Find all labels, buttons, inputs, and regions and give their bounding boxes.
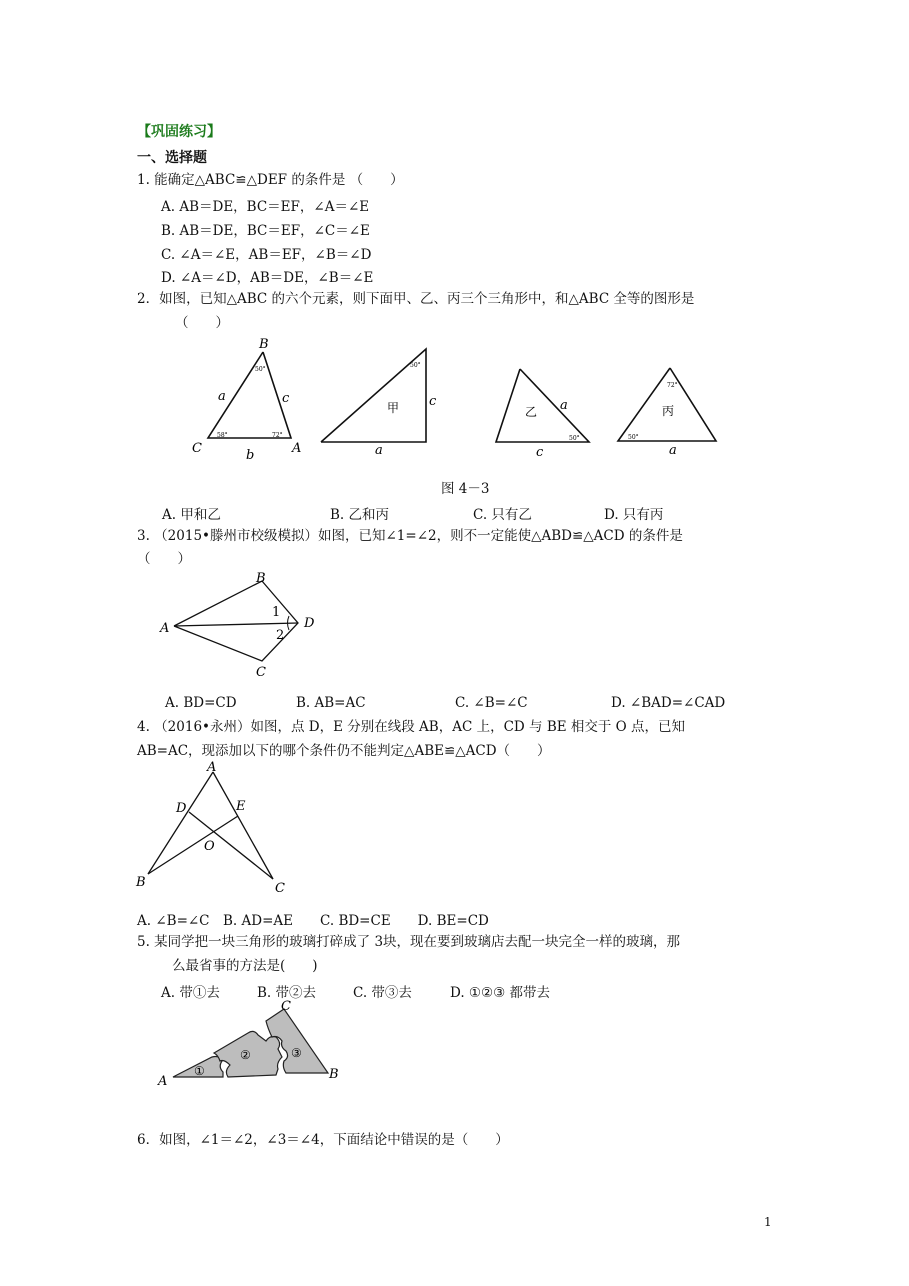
q3-option-b: B. AB=AC xyxy=(296,695,366,711)
q3-angle-2: 2 xyxy=(276,628,285,643)
piece-3-label: ③ xyxy=(291,1046,302,1060)
q4-label-b: B xyxy=(136,875,146,890)
q5-label-c: C xyxy=(281,999,291,1014)
yi-side-a: a xyxy=(560,398,568,413)
q1-option-c: C. ∠A＝∠E，AB＝EF，∠B＝∠D xyxy=(161,247,372,263)
triangle-abc xyxy=(192,337,301,463)
q2-option-d: D. 只有丙 xyxy=(604,507,664,523)
piece-2-label: ② xyxy=(240,1048,251,1062)
q1-stem: 1. 能确定△ABC≌△DEF 的条件是 （ ） xyxy=(137,172,404,188)
side-b: b xyxy=(246,448,255,463)
bing-name: 丙 xyxy=(662,404,675,418)
q2-stem: 2．如图，已知△ABC 的六个元素，则下面甲、乙、丙三个三角形中，和△ABC 全等的图形是 xyxy=(137,291,695,307)
q3-paren: （ ） xyxy=(137,551,191,567)
q5-option-d: D. ①②③ 都带去 xyxy=(450,985,551,1001)
yi-angle: 50° xyxy=(569,435,580,442)
label-c: C xyxy=(192,441,202,456)
side-a: a xyxy=(218,389,226,404)
angle-c: 58° xyxy=(217,432,228,439)
q5-label-b: B xyxy=(329,1067,339,1082)
part-title: 一、选择题 xyxy=(137,150,207,166)
jia-angle: 50° xyxy=(410,362,421,369)
q3-figure xyxy=(155,566,335,686)
q3-stem: 3. （2015•滕州市校级模拟）如图，已知∠1=∠2，则不一定能使△ABD≌△ACD 的条件是 xyxy=(137,528,683,544)
q3-label-b: B xyxy=(256,571,266,586)
q4-line2: AB=AC，现添加以下的哪个条件仍不能判定△ABE≌△ACD（ ） xyxy=(137,743,551,759)
q2-paren: （ ） xyxy=(175,315,229,331)
triangle-yi xyxy=(496,369,589,460)
q1-option-b: B. AB＝DE，BC＝EF，∠C＝∠E xyxy=(161,223,370,239)
q4-label-e: E xyxy=(236,799,246,814)
q4-label-o: O xyxy=(204,839,215,854)
q6-stem: 6．如图，∠1＝∠2，∠3＝∠4，下面结论中错误的是（ ） xyxy=(137,1132,509,1148)
q3-option-a: A. BD=CD xyxy=(165,695,237,711)
jia-name: 甲 xyxy=(387,401,400,415)
q4-label-d: D xyxy=(176,801,187,816)
piece-1-label: ① xyxy=(194,1064,205,1078)
triangle-bing xyxy=(618,368,716,458)
q5-option-b: B. 带②去 xyxy=(257,985,317,1001)
q3-option-d: D. ∠BAD=∠CAD xyxy=(611,695,726,711)
bing-side-a: a xyxy=(669,443,677,458)
q2-option-a: A. 甲和乙 xyxy=(162,507,221,523)
yi-name: 乙 xyxy=(525,405,538,419)
q3-label-c: C xyxy=(256,665,266,680)
q3-label-d: D xyxy=(304,616,315,631)
angle-a: 72° xyxy=(272,432,283,439)
q4-label-a: A xyxy=(207,760,217,775)
q3-label-a: A xyxy=(160,621,170,636)
q4-figure xyxy=(133,756,303,896)
q5-figure xyxy=(150,997,350,1092)
jia-side-c: c xyxy=(429,394,437,409)
angle-b: 50° xyxy=(255,366,266,373)
jia-side-a: a xyxy=(375,443,383,458)
q5-label-a: A xyxy=(158,1074,168,1089)
q3-angle-1: 1 xyxy=(272,605,281,620)
q5-line1: 5. 某同学把一块三角形的玻璃打碎成了 3块，现在要到玻璃店去配一块完全一样的玻璃，那 xyxy=(137,934,681,950)
yi-side-c: c xyxy=(536,445,544,460)
q2-option-b: B. 乙和丙 xyxy=(330,507,390,523)
triangle-jia xyxy=(321,349,437,458)
q5-option-c: C. 带③去 xyxy=(353,985,412,1001)
q4-options: A. ∠B=∠C B. AD=AE C. BD=CE D. BE=CD xyxy=(137,913,489,929)
q1-option-d: D. ∠A＝∠D，AB＝DE，∠B＝∠E xyxy=(161,270,374,286)
page-number: 1 xyxy=(764,1215,772,1229)
q4-line1: 4. （2016•永州）如图，点 D，E 分别在线段 AB，AC 上，CD 与 BE 相交于 O 点，已知 xyxy=(137,719,686,735)
q2-figure xyxy=(180,332,740,467)
q4-label-c: C xyxy=(275,881,285,896)
q2-caption: 图 4－3 xyxy=(441,481,490,497)
label-a: A xyxy=(292,441,302,456)
q3-option-c: C. ∠B=∠C xyxy=(455,695,528,711)
q2-option-c: C. 只有乙 xyxy=(473,507,532,523)
bing-angle-left: 50° xyxy=(628,434,639,441)
q5-line2: 么最省事的方法是( ) xyxy=(172,958,318,974)
section-title: 【巩固练习】 xyxy=(137,124,221,140)
label-b: B xyxy=(259,337,269,352)
side-c: c xyxy=(282,391,290,406)
q1-option-a: A. AB＝DE，BC＝EF，∠A＝∠E xyxy=(161,199,370,215)
bing-angle-top: 72° xyxy=(667,382,678,389)
q5-option-a: A. 带①去 xyxy=(161,985,220,1001)
